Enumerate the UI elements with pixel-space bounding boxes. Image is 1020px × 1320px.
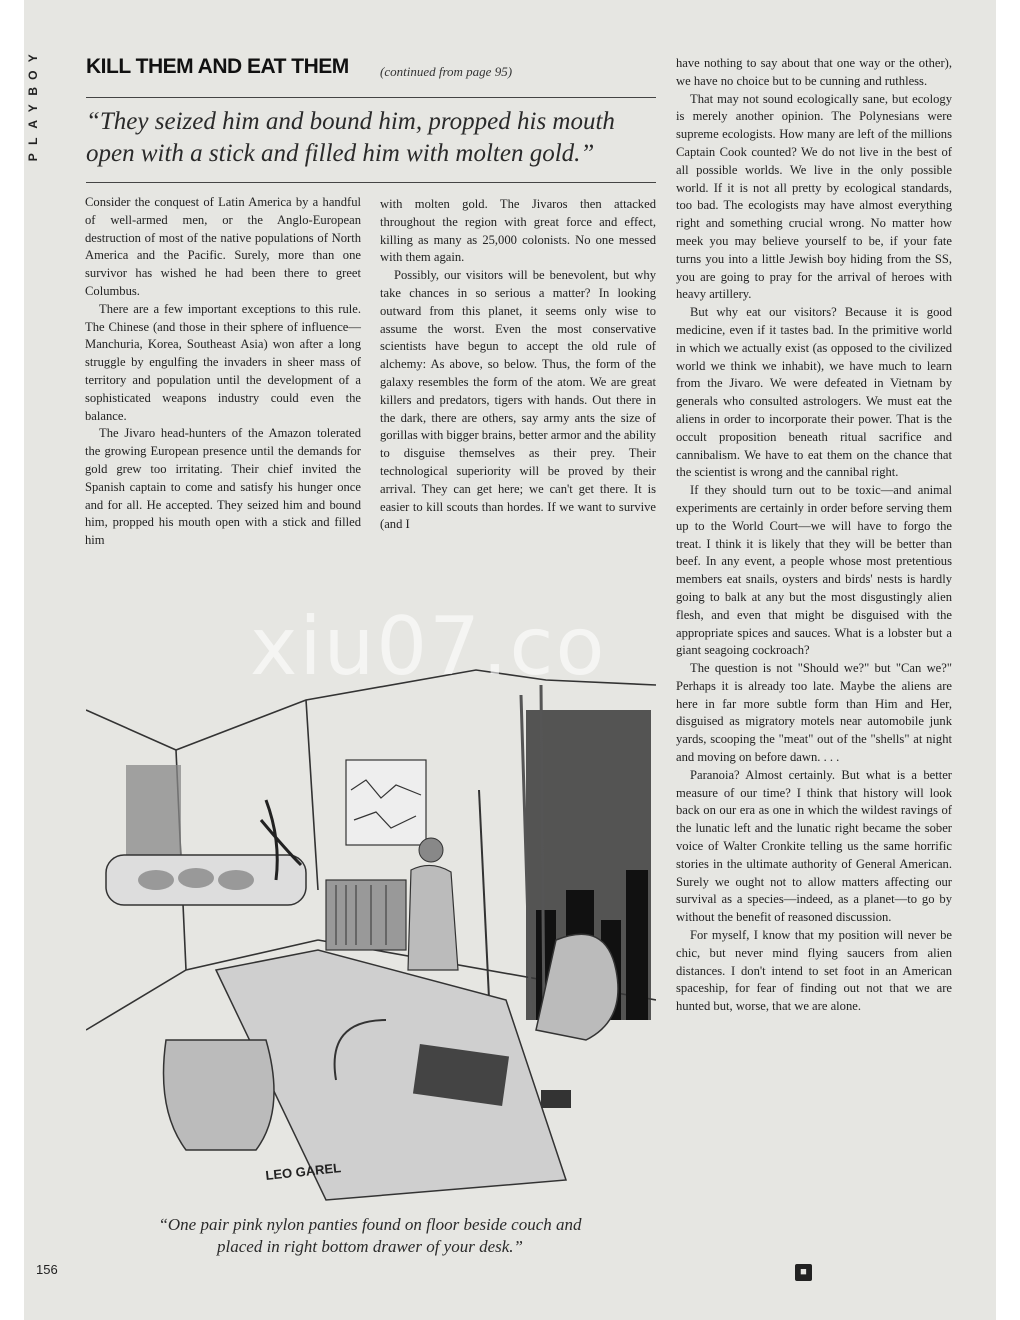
masthead-letter: O	[25, 70, 40, 80]
continued-note: (continued from page 95)	[380, 64, 513, 79]
masthead-vertical	[25, 50, 41, 166]
paragraph: For myself, I know that my position will never be chic, but never mind flying saucers from alien distances. I don't intend to set foot in an American spaceship, for fear of finding out not that we are hunted but, worse, that we are alone.	[676, 928, 952, 1014]
article-title: KILL THEM AND EAT THEM	[86, 55, 349, 78]
paragraph: There are a few important exceptions to this rule. The Chinese (and those in their sphere of influence—Manchuria, Korea, Southeast Asia) won after a long struggle by engulfing the invaders in sheer mass of territory and population until the development of a sophisticated weapons industry could even the balance.	[85, 301, 361, 423]
paragraph: Consider the conquest of Latin America by a handful of well-armed men, or the Anglo-European destruction of most of the native populations of North America and the Pacific. Surely, more than one survivor has wished he had been there to greet Columbus.	[85, 195, 361, 298]
paragraph: Paranoia? Almost certainly. But what is a better measure of our time? I think that history will look back on our era as one in which the wildest ravings of the lunatic left and the lunatic right became the sober voice of Walter Cronkite telling us the same horrific stories in the ultimate authority of General American. Surely we ought not to allow matters affecting our survival as a species—indeed, as a planet—to go by without the benefit of reasoned discussion.	[676, 767, 952, 925]
bunny-end-mark-icon: ■	[795, 1264, 812, 1281]
wall-map	[346, 760, 426, 845]
cleaning-lady	[408, 865, 458, 970]
paragraph: have nothing to say about that one way or the other), we have no choice but to be cunning and ruthless.	[676, 56, 952, 88]
bookshelf	[326, 880, 406, 950]
text-column-3	[676, 55, 952, 1016]
cartoon-illustration	[86, 640, 656, 1205]
paragraph: If they should turn out to be toxic—and animal experiments are certainly in order before serving them up to the World Court—we will have to forgo the treat. I think it is likely that they will be better than beef. In any event, a people whose most pretentious members eat snails, oysters and birds' nests is hardly going to balk at any but the most disgustingly alien flesh, and even that might be disguised with the appropriate spices and sauces. What is a lobster but a giant seagoing cockroach?	[676, 483, 952, 658]
title-divider	[86, 97, 656, 98]
cleaning-lady-head	[419, 838, 443, 862]
paragraph: The Jivaro head-hunters of the Amazon tolerated the growing European presence until the demands for gold grew too irritating. Their chief invited the Spanish captain to come and satisfy his hunger once and for all. He accepted. They seized him and bound him, propped his mouth open with a stick and filled him	[85, 426, 361, 548]
paragraph: Possibly, our visitors will be benevolent, but why take chances in so serious a matter? In looking outward from this planet, it seems only wise to assume the worst. Even the most conservative scientists have begun to accept the old rule of alchemy: As above, so below. Thus, the form of the galaxy resembles the form of the atom. We are great killers and predators, tigers with hands. Out there in the dark, there are others, say army ants the size of gorillas with bigger brains, better armor and the ability to disguise themselves as their prey. Their technological superiority will be proved by their arrival. They can get here; we can't get there. It is easier to kill scouts than hordes. If we want to survive (and I	[380, 268, 656, 532]
masthead-letter: P	[25, 153, 40, 162]
paragraph: But why eat our visitors? Because it is good medicine, even if it tastes bad. In the primitive world in which we actually exist (as opposed to the civilized world we think we inhabit), we have much to learn from the Jivaro. We were defeated in Vietnam by generals who consulted astrologers. We must eat the aliens in order to incorporate their power. That is the occult proposition beneath ritual sacrifice and cannibalism. We have to eat them on the chance that the scientist is wrong and the cannibal right.	[676, 305, 952, 480]
paragraph: That may not sound ecologically sane, but ecology is merely another opinion. The Polynesians were supreme ecologists. How many are left of the millions Captain Cook counted? We do not live in the best of all possible worlds. We live in the only possible world. If it is not all pretty by ecological standards, too bad. The ecologists may have almost everything right and something crucial wrong. No matter how meek you may believe yourself to be, if your fate turns you into a little Jewish boy hiding from the SS, you are going to pray for the arrival of heroes with heavy artillery.	[676, 91, 952, 302]
office-chair	[164, 1040, 275, 1150]
artist-signature: LEO GAREL	[264, 1160, 342, 1183]
masthead-letter: L	[25, 137, 40, 145]
paragraph: with molten gold. The Jivaros then attacked throughout the region with great force and effect, killing as many as 25,000 colonists. No one messed with them again.	[380, 197, 656, 265]
masthead-letter: B	[25, 86, 40, 96]
telephone	[541, 1090, 571, 1108]
masthead-letter: Y	[25, 103, 40, 112]
pull-quote: “They seized him and bound him, propped his mouth open with a stick and filled him with molten gold.”	[86, 108, 615, 167]
paragraph: The question is not "Should we?" but "Can we?" Perhaps it is already too late. Maybe the aliens are here in far more subtle form than Him and Her, disguised as migratory motels near automobile junk yards, scooping the "meat" out of the "shells" at night and moving on before dawn. . . .	[676, 661, 952, 765]
text-column-2	[380, 196, 656, 534]
cartoon-caption: “One pair pink nylon panties found on floor beside couch and placed in right bottom drawer of your desk.”	[158, 1215, 582, 1256]
page-number: 156	[36, 1262, 58, 1277]
masthead-letter: Y	[25, 54, 40, 63]
watermark: xiu07.co	[250, 600, 607, 693]
masthead-letter: A	[25, 119, 40, 129]
text-column-1	[85, 194, 361, 550]
pull-quote-divider	[86, 182, 656, 183]
